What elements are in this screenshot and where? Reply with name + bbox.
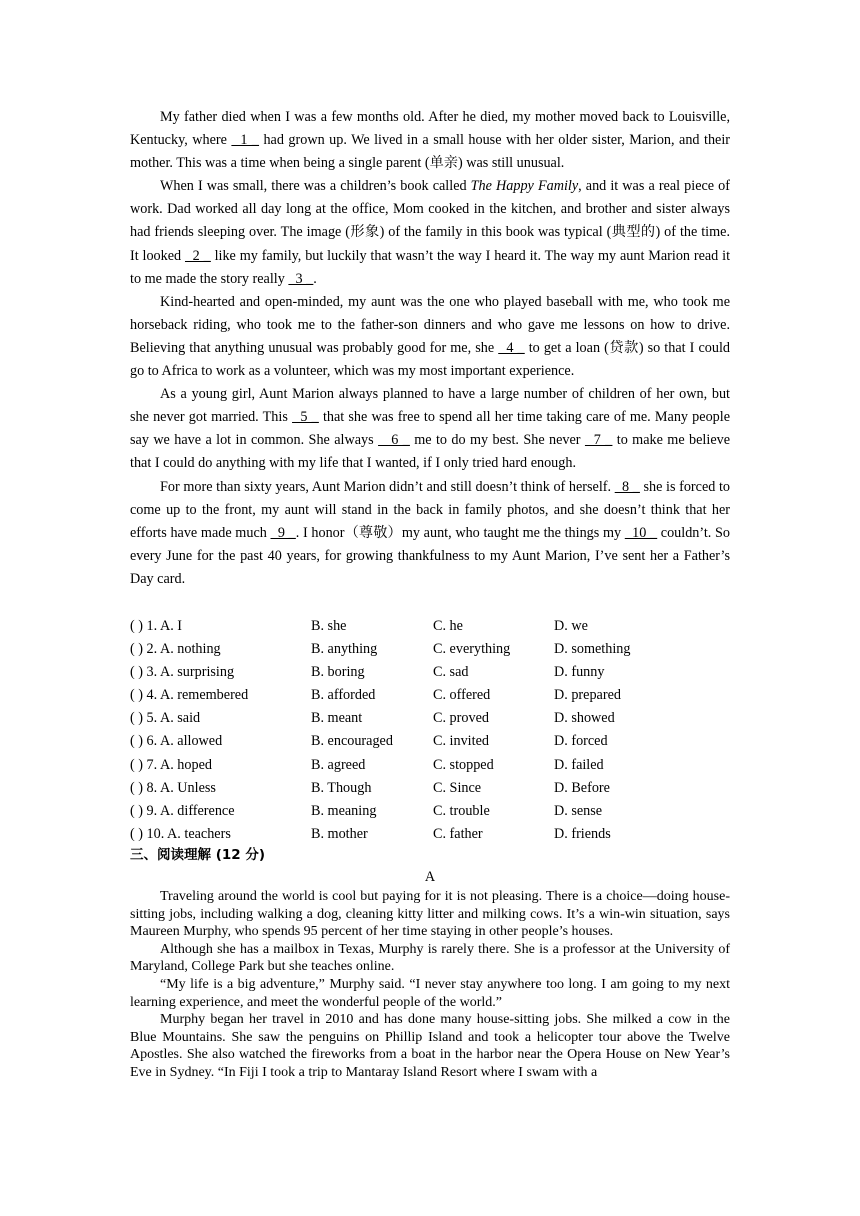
text: As a young girl, Aunt Marion always planned to have a large number of children of her own, but she never got married. This — [130, 386, 730, 426]
text: When I was small, there was a children’s book called — [160, 178, 471, 195]
blank-4: 4 _ — [498, 339, 525, 356]
option-d: D. Before — [554, 779, 610, 796]
text: to get a loan (贷款) so that I could go to Africa to work as a volunteer, which was my most important experience. — [130, 339, 730, 380]
reading-passage — [130, 888, 730, 1082]
question-stem: ( ) 4. A. remembered — [130, 687, 249, 704]
section-heading: 三、阅读理解 (12 分) — [130, 847, 266, 863]
blank-10: 10 _ — [624, 524, 658, 541]
option-row — [130, 661, 730, 684]
blank-8: 8 _ — [614, 478, 640, 495]
option-c: C. father — [433, 825, 483, 842]
option-c: C. sad — [433, 664, 469, 681]
answer-options — [130, 615, 730, 846]
option-b: B. mother — [311, 825, 368, 842]
option-b: B. she — [311, 618, 347, 634]
question-stem: ( ) 2. A. nothing — [130, 641, 221, 658]
option-c: C. everything — [433, 641, 511, 658]
question-stem: ( ) 9. A. difference — [130, 802, 235, 819]
text: that she was free to spend all her time taking care of me. Many people say we have a lot in common. She always — [130, 409, 730, 449]
option-c: C. Since — [433, 779, 482, 796]
text: . — [313, 270, 317, 287]
blank-3: 3 _ — [288, 270, 314, 287]
blank-2: 2 _ — [184, 247, 211, 264]
option-c: C. offered — [433, 687, 491, 704]
cloze-paragraph-5 — [130, 476, 730, 591]
reading-paragraph-1: Traveling around the world is cool but paying for it is not pleasing. There is a choice—doing house-sitting jobs, including walking a dog, cleaning kitty litter and milking cows. It’s a win-win situation, says Maureen Murphy, who spends 95 percent of her time staying in other people’s houses. — [130, 889, 730, 940]
option-b: B. agreed — [311, 756, 366, 773]
option-b: B. meant — [311, 710, 363, 727]
option-row — [130, 754, 730, 777]
option-d: D. failed — [554, 756, 604, 773]
option-row — [130, 638, 730, 661]
option-row — [130, 777, 730, 800]
text: , and it was a real piece of work. Dad worked all day long at the office, Mom cooked in the kitchen, and brother and sister always had friends sleeping over. The image (形象) of the family in this book was typical (典型的) of the time. It looked — [130, 178, 730, 264]
option-d: D. we — [554, 618, 588, 634]
option-d: D. something — [554, 641, 631, 658]
blank-1: 1 _ — [231, 132, 259, 149]
option-row — [130, 823, 730, 846]
option-c: C. trouble — [433, 802, 490, 819]
option-b: B. anything — [311, 641, 378, 658]
option-b: B. afforded — [311, 687, 376, 704]
text: For more than sixty years, Aunt Marion didn’t and still doesn’t think of herself. — [160, 478, 615, 495]
cloze-paragraph-4 — [130, 383, 730, 475]
question-stem: ( ) 3. A. surprising — [130, 664, 235, 681]
text: me to do my best. She never — [409, 432, 585, 449]
cloze-paragraph-2 — [130, 175, 730, 290]
option-d: D. showed — [554, 710, 615, 727]
cloze-paragraph-1 — [130, 106, 730, 175]
text: Kind-hearted and open-minded, my aunt was the one who played baseball with me, who took me horseback riding, who took me to the father-son dinners and who gave me lessons on how to drive. Believing that anything unusual was probably good for me, she — [130, 293, 730, 356]
question-stem: ( ) 10. A. teachers — [130, 825, 231, 842]
option-b: B. meaning — [311, 802, 377, 819]
option-d: D. funny — [554, 664, 605, 681]
option-row — [130, 684, 730, 707]
option-b: B. Though — [311, 779, 372, 796]
reading-paragraph-2: Although she has a mailbox in Texas, Murphy is rarely there. She is a professor at the University of Maryland, College Park but she teaches online. — [130, 941, 730, 975]
option-d: D. forced — [554, 733, 608, 750]
question-stem: ( ) 6. A. allowed — [130, 733, 223, 750]
passage-label: A — [424, 869, 436, 885]
option-d: D. sense — [554, 802, 603, 819]
option-b: B. boring — [311, 664, 365, 681]
reading-paragraph-4: Murphy began her travel in 2010 and has done many house-sitting jobs. She milked a cow in the Blue Mountains. She saw the penguins on Phillip Island and took a helicopter tour above the Twelve Apostles. She also watched the fireworks from a boat in the harbor near the Opera House on New Year’s Eve in Sydney. “In Fiji I took a trip to Mantaray Island Resort where I swam with a — [130, 1012, 730, 1080]
question-stem: ( ) 1. A. I — [130, 618, 183, 634]
text: . I honor（尊敬）my aunt, who taught me the things my — [295, 524, 625, 541]
question-stem: ( ) 8. A. Unless — [130, 779, 216, 796]
text: she is forced to come up to the front, my aunt will stand in the back in family photos, and she doesn’t think that her efforts have made much — [130, 478, 731, 541]
text: to make me believe that I could do anything with my life that I wanted, if I only tried hard enough. — [130, 432, 731, 472]
text: My father died when I was a few months old. After he died, my mother moved back to Louisville, Kentucky, where — [130, 109, 730, 149]
book-title: The Happy Family — [470, 178, 579, 195]
blank-5: 5 _ — [292, 409, 319, 426]
blank-6: 6 _ — [378, 432, 410, 449]
option-row — [130, 730, 730, 753]
option-b: B. encouraged — [311, 733, 393, 750]
cloze-paragraph-3 — [130, 291, 730, 383]
question-stem: ( ) 7. A. hoped — [130, 756, 212, 773]
option-row — [130, 615, 730, 638]
text: couldn’t. So every June for the past 40 years, for growing thankfulness to my Aunt Marion, I’ve sent her a Father’s Day card. — [130, 524, 731, 587]
text: like my family, but luckily that wasn’t the way I heard it. The way my aunt Marion read it to me made the story really — [130, 247, 731, 287]
text: had grown up. We lived in a small house with her older sister, Marion, and their mother. This was a time when being a single parent (单亲) was still unusual. — [130, 132, 730, 172]
option-c: C. proved — [433, 710, 489, 727]
question-stem: ( ) 5. A. said — [130, 710, 201, 727]
option-row — [130, 707, 730, 730]
option-c: C. invited — [433, 733, 489, 750]
option-d: D. prepared — [554, 687, 621, 704]
blank-7: 7 _ — [584, 432, 613, 449]
reading-paragraph-3: “My life is a big adventure,” Murphy said. “I never stay anywhere too long. I am going to my next learning experience, and meet the wonderful people of the world.” — [130, 976, 730, 1010]
cloze-passage — [130, 106, 730, 591]
option-c: C. stopped — [433, 756, 494, 773]
option-c: C. he — [433, 618, 463, 634]
blank-9: 9 _ — [270, 524, 296, 541]
option-row — [130, 800, 730, 823]
option-d: D. friends — [554, 825, 611, 842]
